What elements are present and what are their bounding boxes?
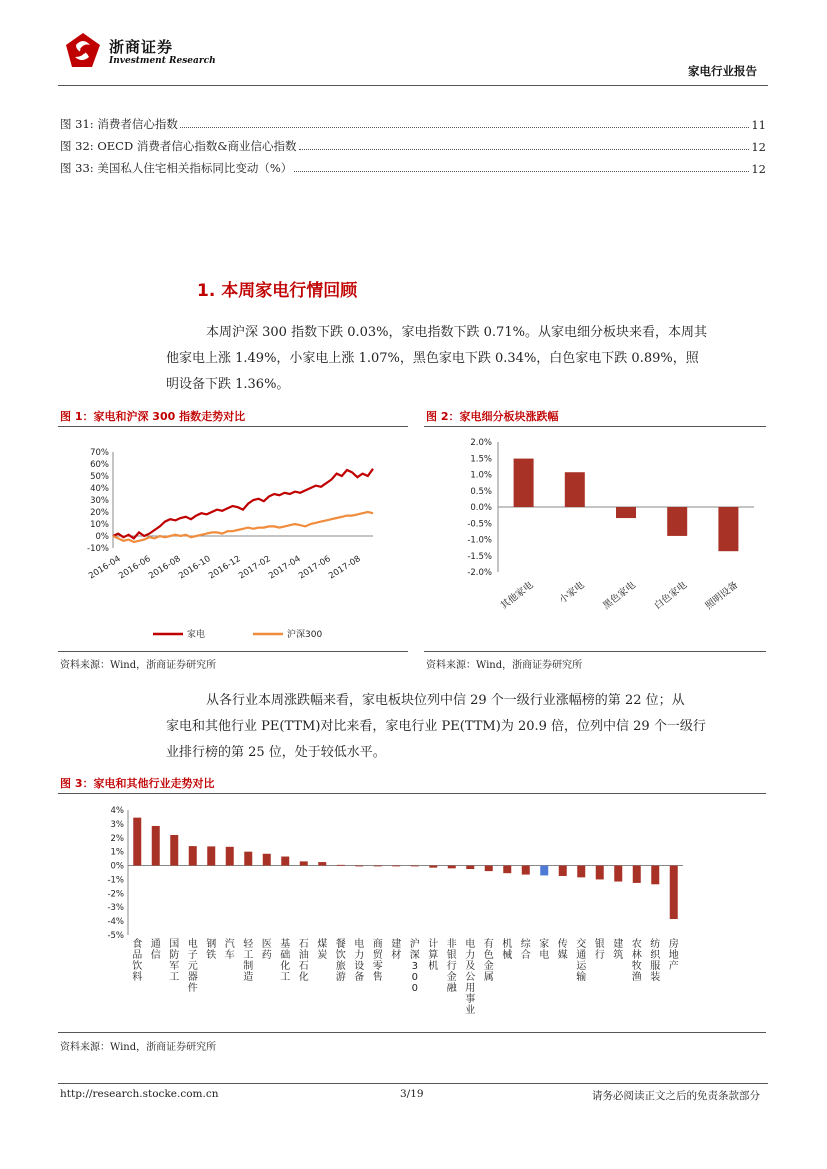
bar [448, 866, 456, 869]
toc-entry-label: 图 31: 消费者信心指数 [60, 117, 178, 131]
x-tick-label: 2017-04 [267, 554, 303, 582]
x-tick-label: 纺织服装 [650, 939, 661, 983]
bar [152, 826, 160, 866]
paragraph-market-review [166, 320, 740, 398]
bar [614, 866, 622, 882]
toc-leader-dots [294, 171, 749, 172]
bar [189, 846, 197, 865]
y-tick-label: 1% [110, 847, 124, 858]
bar [429, 866, 437, 868]
paragraph-line: 本周沪深 300 指数下跌 0.03%，家电指数下跌 0.71%。从家电细分板块来看，本周其 [206, 325, 707, 340]
x-tick-label: 医药 [261, 939, 272, 961]
x-tick-label: 2016-04 [87, 554, 123, 582]
legend-label: 家电 [187, 630, 206, 640]
logo-emblem-icon [62, 31, 104, 71]
logo-chinese-name: 浙商证券 [109, 38, 174, 56]
y-tick-label: -10% [87, 544, 109, 554]
bar [540, 866, 548, 876]
figure-2-bar-chart [424, 430, 766, 650]
toc-leader-dots [299, 149, 750, 150]
x-tick-label: 家电 [539, 939, 550, 961]
x-tick-label: 建筑 [613, 939, 624, 961]
bar [392, 866, 400, 867]
x-tick-label: 石油石化 [298, 939, 309, 983]
bar [281, 857, 289, 866]
y-tick-label: 3% [110, 819, 124, 830]
figure-3-top-rule [58, 793, 766, 794]
y-tick-label: 10% [90, 520, 109, 530]
legend-label: 沪深300 [287, 630, 323, 640]
figure-2-title: 图 2：家电细分板块涨跌幅 [426, 410, 559, 423]
toc-entry[interactable] [60, 158, 766, 176]
figure-1-top-rule [58, 426, 408, 427]
x-tick-label: 房地产 [668, 939, 679, 972]
y-tick-label: -3% [107, 903, 124, 914]
bar [207, 846, 215, 865]
x-tick-label: 照明设备 [703, 579, 741, 612]
paragraph-industry-ranking [166, 688, 740, 766]
bar [318, 862, 326, 865]
figure-1-line-chart [58, 430, 408, 650]
bar [485, 866, 493, 872]
y-tick-label: 30% [90, 496, 109, 506]
series-line-1 [113, 512, 373, 542]
x-tick-label: 综合 [520, 939, 531, 961]
y-tick-label: -0.5% [467, 519, 492, 530]
bar [374, 866, 382, 867]
toc-entry-page: 11 [751, 118, 766, 132]
x-tick-label: 餐饮旅游 [335, 939, 346, 983]
footer-rule [58, 1083, 768, 1084]
bar [616, 507, 636, 518]
paragraph-line: 家电和其他行业 PE(TTM)对比来看，家电行业 PE(TTM)为 20.9 倍，位列中信 29 个一级行 [166, 719, 706, 734]
x-tick-label: 有色金属 [483, 939, 494, 983]
paragraph-line: 他家电上涨 1.49%，小家电上涨 1.07%，黑色家电下跌 0.34%，白色家电下跌 0.89%，照 [166, 351, 699, 366]
x-tick-label: 商贸零售 [372, 939, 383, 983]
x-tick-label: 2016-06 [117, 554, 153, 582]
footer-page-number: 3/19 [400, 1088, 424, 1100]
y-tick-label: 0% [95, 532, 109, 542]
y-tick-label: -1% [107, 875, 124, 886]
bar [651, 866, 659, 885]
bar [133, 818, 141, 866]
x-tick-label: 基础化工 [280, 939, 291, 983]
paragraph-line: 从各行业本周涨跌幅来看，家电板块位列中信 29 个一级行业涨幅榜的第 22 位；从 [206, 693, 685, 708]
x-tick-label: 传媒 [557, 939, 568, 961]
bar [466, 866, 474, 869]
figure-3-title: 图 3：家电和其他行业走势对比 [60, 777, 215, 790]
bar [559, 866, 567, 876]
company-logo [62, 31, 104, 71]
x-tick-label: 黑色家电 [601, 579, 638, 612]
bar [633, 866, 641, 883]
bar [355, 866, 363, 867]
x-tick-label: 银行 [594, 939, 605, 961]
bar [244, 852, 252, 866]
bar [522, 866, 530, 875]
x-tick-label: 2017-08 [327, 554, 363, 582]
y-tick-label: -5% [107, 931, 124, 941]
figure-2-source: 资料来源：Wind，浙商证券研究所 [426, 660, 583, 671]
x-tick-label: 小家电 [557, 579, 587, 606]
figure-1-source: 资料来源：Wind，浙商证券研究所 [60, 660, 217, 671]
toc-leader-dots [180, 127, 750, 128]
report-type-label: 家电行业报告 [688, 64, 757, 78]
figure-3-source: 资料来源：Wind，浙商证券研究所 [60, 1042, 217, 1053]
x-tick-label: 机械 [502, 939, 513, 961]
bar [718, 507, 738, 551]
figure-1-bottom-rule [58, 651, 408, 652]
bar [170, 835, 178, 866]
y-tick-label: 20% [90, 508, 109, 518]
paragraph-line: 业排行榜的第 25 位，处于较低水平。 [166, 745, 386, 760]
y-tick-label: -2% [107, 889, 124, 900]
bar [503, 866, 511, 874]
toc-entry[interactable] [60, 114, 766, 132]
toc-entry-label: 图 33: 美国私人住宅相关指标同比变动（%） [60, 161, 293, 175]
y-tick-label: 0% [110, 861, 124, 872]
x-tick-label: 2016-08 [147, 554, 183, 582]
x-tick-label: 轻工制造 [243, 939, 254, 983]
bar [300, 861, 308, 865]
x-tick-label: 交通运输 [576, 939, 587, 983]
x-tick-label: 其他家电 [498, 579, 536, 612]
toc-entry-label: 图 32: OECD 消费者信心指数&商业信心指数 [60, 139, 297, 153]
y-tick-label: 4% [110, 806, 124, 816]
x-tick-label: 农林牧渔 [631, 939, 642, 983]
x-tick-label: 建材 [391, 939, 402, 961]
y-tick-label: 0.0% [470, 503, 492, 513]
toc-entry-page: 12 [751, 162, 766, 176]
y-tick-label: 1.0% [470, 470, 492, 481]
y-tick-label: 1.5% [470, 454, 492, 465]
bar [670, 866, 678, 919]
x-tick-label: 白色家电 [652, 579, 690, 612]
bar [514, 459, 534, 507]
x-tick-label: 2017-06 [297, 554, 333, 582]
toc-entry-page: 12 [751, 140, 766, 154]
x-tick-label: 2016-12 [207, 554, 243, 582]
figure-2-bottom-rule [424, 651, 766, 652]
y-tick-label: 2.0% [470, 438, 492, 448]
x-tick-label: 国防军工 [169, 939, 180, 983]
y-tick-label: 2% [110, 833, 124, 844]
x-tick-label: 电力设备 [354, 939, 365, 983]
logo-english-name: Investment Research [109, 56, 216, 66]
x-tick-label: 钢铁 [206, 939, 217, 961]
y-tick-label: -1.5% [467, 551, 492, 562]
y-tick-label: 40% [90, 484, 109, 494]
x-tick-label: 煤炭 [317, 939, 328, 961]
x-tick-label: 2017-02 [237, 554, 273, 582]
bar [596, 866, 604, 880]
x-tick-label: 电力及公用事业 [465, 939, 476, 1016]
figure-1-title: 图 1：家电和沪深 300 指数走势对比 [60, 410, 246, 423]
x-tick-label: 电子元器件 [187, 939, 198, 994]
x-tick-label: 食品饮料 [132, 939, 143, 983]
figure-3-bar-chart [58, 798, 766, 1030]
x-tick-label: 计算机 [428, 939, 439, 972]
bar [226, 847, 234, 866]
toc-entry[interactable] [60, 136, 766, 154]
footer-url-link[interactable]: http://research.stocke.com.cn [60, 1088, 219, 1100]
figure-3-bottom-rule [58, 1032, 766, 1033]
y-tick-label: 50% [90, 472, 109, 482]
figure-2-top-rule [424, 426, 766, 427]
bar [337, 865, 345, 866]
bar [667, 507, 687, 536]
y-tick-label: -1.0% [467, 535, 492, 546]
section-title: 1. 本周家电行情回顾 [197, 281, 358, 301]
paragraph-line: 明设备下跌 1.36%。 [166, 377, 290, 392]
bar [411, 866, 419, 867]
footer-disclaimer: 请务必阅读正文之后的免责条款部分 [592, 1090, 760, 1102]
y-tick-label: 70% [90, 448, 109, 458]
x-tick-label: 非银行金融 [446, 939, 457, 994]
x-tick-label: 2016-10 [177, 554, 213, 582]
y-tick-label: -2.0% [467, 568, 492, 578]
y-tick-label: -4% [107, 917, 124, 928]
x-tick-label: 汽车 [224, 939, 235, 961]
y-tick-label: 0.5% [470, 486, 492, 497]
bar [565, 472, 585, 507]
x-tick-label: 沪深 3 0 0 [409, 939, 420, 994]
y-tick-label: 60% [90, 460, 109, 470]
bar [263, 854, 271, 866]
bar [577, 866, 585, 878]
header-rule [58, 85, 768, 86]
x-tick-label: 通信 [150, 939, 161, 961]
